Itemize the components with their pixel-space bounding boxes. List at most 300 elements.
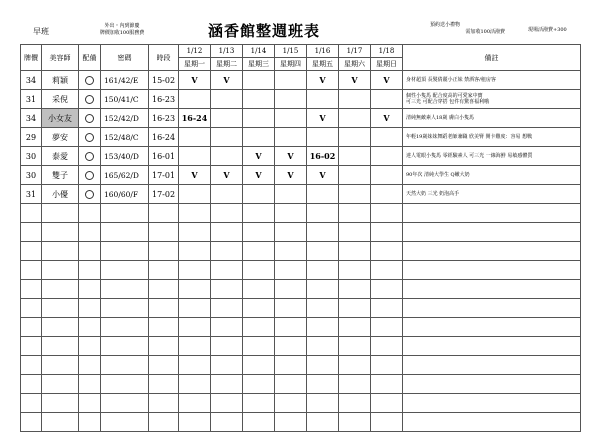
empty-cell [149, 356, 179, 375]
day-cell: V [371, 109, 403, 128]
col-date: 1/13 [211, 45, 243, 58]
day-cell [275, 109, 307, 128]
empty-cell [79, 413, 101, 432]
shift-label: 早班 [33, 27, 49, 36]
empty-cell [403, 356, 581, 375]
empty-cell [243, 356, 275, 375]
beautician-name: 小女友 [42, 109, 79, 128]
remark-line: 達人電眼小隻馬 零經驗素人 可三光 一線海鮮 易敏感體質 [406, 152, 533, 159]
equip-cell [79, 185, 101, 204]
circle-icon [85, 133, 94, 142]
day-cell [179, 128, 211, 147]
empty-cell [21, 223, 42, 242]
day-cell [211, 147, 243, 166]
empty-cell [101, 242, 149, 261]
empty-cell [275, 299, 307, 318]
empty-cell [42, 356, 79, 375]
table-row [21, 166, 581, 185]
empty-cell [403, 261, 581, 280]
sheet-header [0, 0, 600, 44]
empty-cell [275, 280, 307, 299]
day-cell [339, 185, 371, 204]
day-cell: V [275, 147, 307, 166]
empty-cell [339, 337, 371, 356]
empty-cell [101, 394, 149, 413]
time-cell: 17-02 [149, 185, 179, 204]
circle-icon [85, 95, 94, 104]
empty-cell [179, 261, 211, 280]
empty-row [21, 242, 581, 261]
plate-cell: 31 [21, 185, 42, 204]
col-weekday: 星期四 [275, 58, 307, 71]
empty-cell [149, 204, 179, 223]
page-title: 涵香館整週班表 [208, 22, 321, 40]
empty-cell [21, 413, 42, 432]
remarks-cell [403, 90, 581, 109]
empty-cell [403, 204, 581, 223]
empty-cell [339, 261, 371, 280]
empty-cell [339, 223, 371, 242]
circle-icon [85, 76, 94, 85]
empty-cell [339, 318, 371, 337]
empty-cell [79, 318, 101, 337]
empty-cell [307, 413, 339, 432]
empty-cell [42, 299, 79, 318]
empty-cell [211, 242, 243, 261]
day-cell: V [243, 166, 275, 185]
plate-cell: 29 [21, 128, 42, 147]
empty-cell [79, 280, 101, 299]
empty-row [21, 413, 581, 432]
day-cell [179, 185, 211, 204]
empty-cell [275, 242, 307, 261]
empty-cell [149, 318, 179, 337]
day-cell [243, 71, 275, 90]
surcharge-note [87, 23, 157, 36]
day-cell [371, 128, 403, 147]
plate-cell: 34 [21, 71, 42, 90]
day-cell: V [371, 71, 403, 90]
day-cell: V [179, 71, 211, 90]
empty-cell [21, 280, 42, 299]
circle-icon [85, 114, 94, 123]
table-row [21, 71, 581, 90]
remarks-cell [403, 71, 581, 90]
empty-cell [211, 223, 243, 242]
col-time: 時段 [149, 45, 179, 71]
time-cell: 16-24 [149, 128, 179, 147]
empty-cell [243, 394, 275, 413]
day-cell [339, 166, 371, 185]
col-date: 1/18 [371, 45, 403, 58]
empty-cell [211, 356, 243, 375]
empty-cell [179, 394, 211, 413]
empty-cell [79, 242, 101, 261]
empty-cell [79, 299, 101, 318]
empty-cell [101, 223, 149, 242]
equip-cell [79, 147, 101, 166]
empty-cell [101, 413, 149, 432]
password-cell: 161/42/E [101, 71, 149, 90]
day-cell: 16-02 [307, 147, 339, 166]
remarks-cell [403, 109, 581, 128]
empty-cell [403, 394, 581, 413]
day-cell: V [243, 147, 275, 166]
empty-cell [211, 261, 243, 280]
empty-cell [243, 375, 275, 394]
booking-note-line: 預約送小禮物 [430, 22, 461, 28]
circle-icon [85, 171, 94, 180]
empty-cell [243, 204, 275, 223]
empty-row [21, 356, 581, 375]
empty-cell [307, 356, 339, 375]
empty-cell [211, 299, 243, 318]
empty-row [21, 261, 581, 280]
empty-cell [339, 394, 371, 413]
col-weekday: 星期一 [179, 58, 211, 71]
remark-line: 清純無敵素人18歲 膚白小隻馬 [406, 114, 474, 121]
empty-cell [179, 318, 211, 337]
remark-line: 身材超頂 長髮倩麗小正妹 禁酒客/租房客 [406, 76, 496, 83]
day-cell [371, 90, 403, 109]
empty-cell [371, 375, 403, 394]
table-row [21, 147, 581, 166]
table-row [21, 109, 581, 128]
empty-cell [149, 413, 179, 432]
empty-cell [21, 318, 42, 337]
table-row [21, 128, 581, 147]
time-cell: 16-01 [149, 147, 179, 166]
col-date: 1/14 [243, 45, 275, 58]
empty-cell [371, 280, 403, 299]
col-weekday: 星期三 [243, 58, 275, 71]
empty-cell [101, 356, 149, 375]
empty-cell [339, 299, 371, 318]
empty-cell [42, 394, 79, 413]
remarks-cell [403, 128, 581, 147]
empty-cell [101, 337, 149, 356]
empty-cell [403, 318, 581, 337]
empty-cell [371, 223, 403, 242]
empty-cell [149, 242, 179, 261]
empty-cell [275, 394, 307, 413]
remarks-cell [403, 166, 581, 185]
empty-row [21, 394, 581, 413]
col-date: 1/12 [179, 45, 211, 58]
col-beautician: 美容師 [42, 45, 79, 71]
day-cell [275, 128, 307, 147]
day-cell [371, 166, 403, 185]
empty-cell [211, 375, 243, 394]
empty-cell [243, 318, 275, 337]
empty-cell [79, 223, 101, 242]
equip-cell [79, 90, 101, 109]
empty-cell [403, 223, 581, 242]
day-cell: V [307, 109, 339, 128]
col-weekday: 星期五 [307, 58, 339, 71]
booking-note [430, 22, 505, 35]
empty-cell [149, 299, 179, 318]
empty-cell [79, 337, 101, 356]
empty-cell [307, 394, 339, 413]
empty-cell [179, 375, 211, 394]
password-cell: 153/40/D [101, 147, 149, 166]
equip-cell [79, 71, 101, 90]
onsite-fee-note: 現場活潑費+300 [528, 27, 567, 33]
empty-cell [403, 242, 581, 261]
empty-cell [42, 261, 79, 280]
empty-cell [339, 280, 371, 299]
empty-cell [371, 413, 403, 432]
empty-cell [243, 261, 275, 280]
empty-cell [21, 337, 42, 356]
time-cell: 16-23 [149, 90, 179, 109]
empty-cell [21, 261, 42, 280]
day-cell [339, 109, 371, 128]
password-cell: 152/48/C [101, 128, 149, 147]
time-cell: 17-01 [149, 166, 179, 185]
empty-cell [243, 413, 275, 432]
col-weekday: 星期日 [371, 58, 403, 71]
day-cell [307, 185, 339, 204]
empty-cell [149, 261, 179, 280]
col-date: 1/16 [307, 45, 339, 58]
day-cell [339, 147, 371, 166]
plate-cell: 34 [21, 109, 42, 128]
day-cell [243, 90, 275, 109]
empty-cell [243, 223, 275, 242]
empty-cell [371, 337, 403, 356]
empty-cell [307, 204, 339, 223]
beautician-name: 泰愛 [42, 147, 79, 166]
password-cell: 152/42/D [101, 109, 149, 128]
day-cell: V [339, 71, 371, 90]
col-equip: 配備 [79, 45, 101, 71]
empty-cell [307, 318, 339, 337]
day-cell [307, 90, 339, 109]
day-cell: V [179, 166, 211, 185]
empty-cell [42, 223, 79, 242]
empty-row [21, 223, 581, 242]
beautician-name: 雙子 [42, 166, 79, 185]
empty-row [21, 318, 581, 337]
empty-cell [149, 375, 179, 394]
empty-cell [307, 242, 339, 261]
empty-cell [403, 280, 581, 299]
empty-cell [149, 337, 179, 356]
header-row-dates [21, 45, 581, 58]
empty-cell [211, 394, 243, 413]
empty-cell [243, 280, 275, 299]
remark-line: 可三光 可配合穿搭 包件有驚喜福利哦 [406, 99, 490, 105]
empty-cell [149, 223, 179, 242]
day-cell [211, 90, 243, 109]
empty-cell [42, 413, 79, 432]
empty-cell [371, 261, 403, 280]
empty-cell [79, 375, 101, 394]
plate-cell: 30 [21, 147, 42, 166]
empty-cell [79, 204, 101, 223]
day-cell [179, 147, 211, 166]
day-cell [211, 109, 243, 128]
col-remarks: 備註 [403, 45, 581, 71]
empty-cell [307, 299, 339, 318]
day-cell [275, 90, 307, 109]
empty-cell [275, 413, 307, 432]
beautician-name: 莉穎 [42, 71, 79, 90]
surcharge-note-line: 外出・內到節慶 [104, 23, 140, 29]
empty-cell [42, 337, 79, 356]
col-date: 1/15 [275, 45, 307, 58]
day-cell [275, 185, 307, 204]
empty-cell [21, 375, 42, 394]
col-weekday: 星期六 [339, 58, 371, 71]
plate-cell: 31 [21, 90, 42, 109]
day-cell: 16-24 [179, 109, 211, 128]
remarks-cell [403, 185, 581, 204]
empty-cell [42, 318, 79, 337]
empty-cell [339, 242, 371, 261]
table-row [21, 90, 581, 109]
empty-cell [21, 204, 42, 223]
empty-cell [179, 337, 211, 356]
day-cell: V [307, 71, 339, 90]
empty-cell [275, 375, 307, 394]
day-cell: V [211, 71, 243, 90]
empty-row [21, 204, 581, 223]
empty-cell [179, 413, 211, 432]
day-cell [211, 128, 243, 147]
day-cell [371, 147, 403, 166]
col-weekday: 星期二 [211, 58, 243, 71]
day-cell [243, 128, 275, 147]
col-plate: 牌價 [21, 45, 42, 71]
equip-cell [79, 109, 101, 128]
empty-cell [275, 318, 307, 337]
circle-icon [85, 190, 94, 199]
empty-cell [275, 356, 307, 375]
empty-cell [275, 261, 307, 280]
empty-cell [101, 318, 149, 337]
empty-cell [179, 242, 211, 261]
empty-cell [21, 299, 42, 318]
day-cell [243, 185, 275, 204]
empty-cell [307, 337, 339, 356]
empty-cell [275, 223, 307, 242]
remark-line: 天然大奶 三光 奶泡高手 [406, 190, 460, 197]
time-cell: 15-02 [149, 71, 179, 90]
empty-cell [339, 356, 371, 375]
empty-cell [149, 280, 179, 299]
password-cell: 165/62/D [101, 166, 149, 185]
empty-cell [275, 204, 307, 223]
equip-cell [79, 166, 101, 185]
password-cell: 150/41/C [101, 90, 149, 109]
empty-cell [403, 375, 581, 394]
schedule-body [21, 71, 581, 432]
empty-cell [307, 280, 339, 299]
empty-cell [179, 299, 211, 318]
remark-line: 個性小隻馬 配合度高的可愛家中寶 [406, 92, 483, 99]
remarks-cell [403, 147, 581, 166]
empty-cell [21, 394, 42, 413]
col-password: 密碼 [101, 45, 149, 71]
table-row [21, 185, 581, 204]
empty-cell [211, 318, 243, 337]
empty-cell [307, 375, 339, 394]
empty-cell [403, 413, 581, 432]
empty-cell [403, 299, 581, 318]
day-cell: V [307, 166, 339, 185]
empty-cell [339, 375, 371, 394]
empty-cell [101, 204, 149, 223]
empty-cell [371, 242, 403, 261]
day-cell [339, 128, 371, 147]
password-cell: 160/60/F [101, 185, 149, 204]
day-cell [371, 185, 403, 204]
day-cell: V [275, 166, 307, 185]
empty-cell [211, 280, 243, 299]
day-cell: V [211, 166, 243, 185]
remark-line: 90年次 清純大學生 Q嫩大奶 [406, 171, 470, 178]
empty-cell [179, 280, 211, 299]
day-cell [243, 109, 275, 128]
empty-cell [211, 204, 243, 223]
empty-cell [307, 223, 339, 242]
empty-cell [79, 261, 101, 280]
col-date: 1/17 [339, 45, 371, 58]
beautician-name: 夢安 [42, 128, 79, 147]
empty-cell [243, 299, 275, 318]
empty-cell [371, 318, 403, 337]
empty-cell [21, 242, 42, 261]
empty-cell [101, 375, 149, 394]
empty-cell [42, 280, 79, 299]
empty-cell [243, 242, 275, 261]
empty-cell [179, 204, 211, 223]
booking-note-line: 需加收100活潑費 [465, 28, 505, 35]
time-cell: 16-23 [149, 109, 179, 128]
empty-cell [371, 299, 403, 318]
empty-cell [101, 299, 149, 318]
empty-cell [101, 280, 149, 299]
empty-cell [42, 375, 79, 394]
empty-cell [371, 356, 403, 375]
empty-cell [275, 337, 307, 356]
empty-cell [371, 394, 403, 413]
empty-cell [42, 242, 79, 261]
empty-row [21, 337, 581, 356]
empty-cell [79, 356, 101, 375]
empty-cell [211, 413, 243, 432]
empty-cell [42, 204, 79, 223]
empty-cell [243, 337, 275, 356]
schedule-table [20, 44, 581, 432]
beautician-name: 采倪 [42, 90, 79, 109]
circle-icon [85, 152, 94, 161]
day-cell [211, 185, 243, 204]
empty-cell [211, 337, 243, 356]
day-cell [179, 90, 211, 109]
empty-cell [179, 223, 211, 242]
empty-cell [403, 337, 581, 356]
empty-cell [339, 413, 371, 432]
empty-row [21, 280, 581, 299]
empty-cell [371, 204, 403, 223]
equip-cell [79, 128, 101, 147]
day-cell [307, 128, 339, 147]
empty-cell [21, 356, 42, 375]
